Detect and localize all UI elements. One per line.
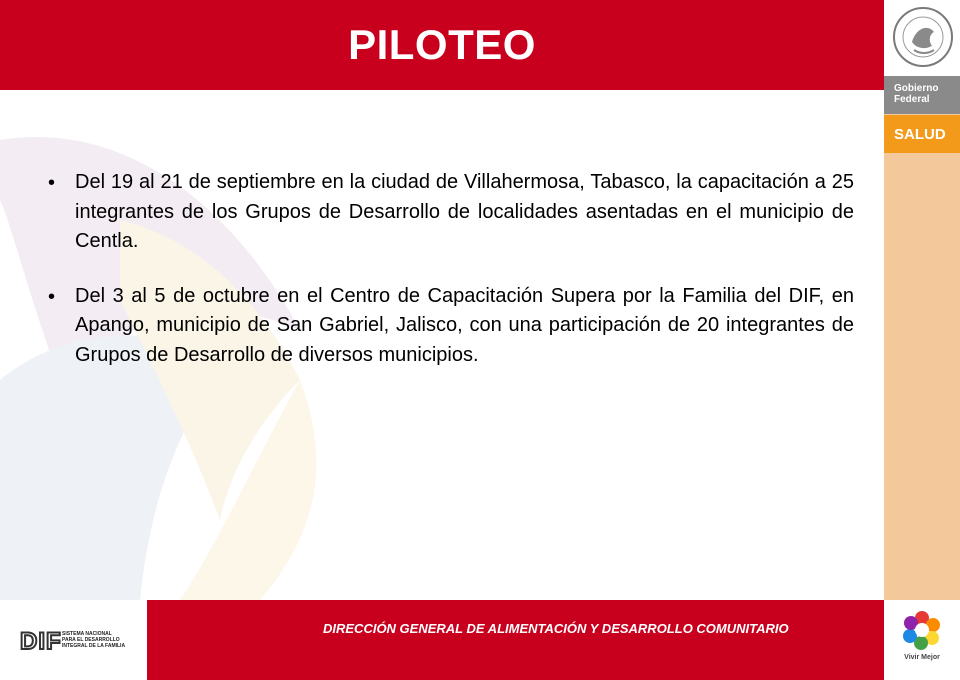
dif-letters: DIF — [20, 628, 62, 655]
federal-label: Federal — [894, 94, 930, 105]
bullet-icon: • — [48, 172, 56, 194]
dif-caption-line: PARA EL DESARROLLO — [62, 637, 120, 643]
vivir-mejor-label: Vivir Mejor — [904, 654, 940, 661]
bullet-list — [48, 168, 854, 395]
footer-banner — [147, 600, 884, 680]
title-bar — [0, 0, 884, 90]
bullet-icon: • — [48, 285, 56, 308]
vivir-mejor-logo-icon — [902, 610, 942, 650]
sidebar-seal-area — [884, 0, 960, 76]
page-title: PILOTEO — [348, 21, 536, 68]
gobierno-label: Gobierno — [894, 83, 939, 94]
list-item — [48, 168, 854, 257]
mexico-seal-icon — [892, 4, 954, 70]
footer-banner-text: DIRECCIÓN GENERAL DE ALIMENTACIÓN Y DESARROLLO COMUNITARIO — [323, 621, 789, 636]
gobierno-federal-badge — [884, 76, 960, 114]
dif-caption — [62, 631, 125, 649]
dif-logo — [20, 628, 150, 658]
sidebar — [884, 0, 960, 680]
dif-caption-line: SISTEMA NACIONAL — [62, 631, 112, 637]
salud-label: SALUD — [894, 125, 946, 143]
bullet-text: Del 19 al 21 de septiembre en la ciudad de Villahermosa, Tabasco, la capacitación a 25 integrantes de los Grupos de Desarrollo de localidades asentadas en el municipio de Centla. — [75, 171, 854, 252]
list-item — [48, 282, 854, 371]
vivir-mejor-area — [884, 600, 960, 680]
salud-badge — [884, 115, 960, 153]
dif-caption-line: INTEGRAL DE LA FAMILIA — [62, 643, 126, 649]
bullet-text: Del 3 al 5 de octubre en el Centro de Capacitación Supera por la Familia del DIF, en Apango, municipio de San Gabriel, Jalisco, con una participación de 20 integrantes de Grupos de Desarrollo de diversos municipios. — [75, 284, 854, 366]
